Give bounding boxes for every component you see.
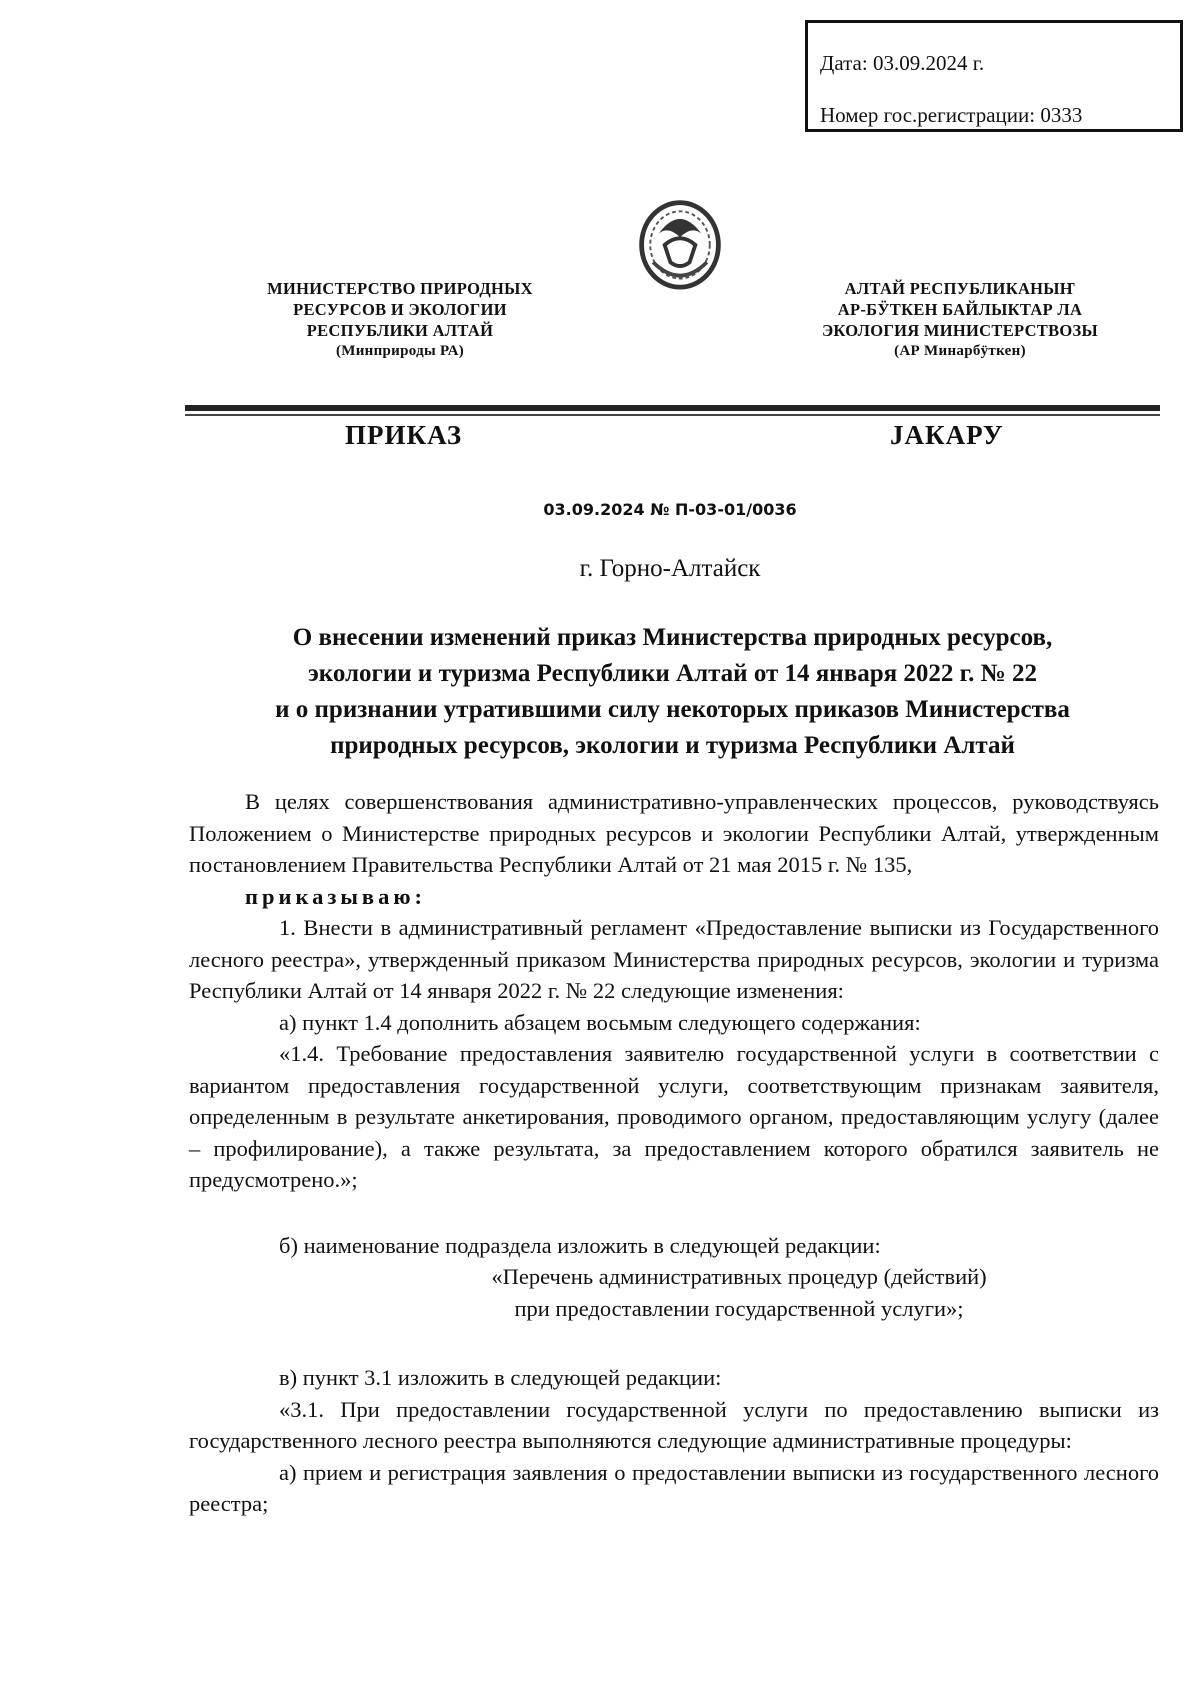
paragraph-b-quote-line1: «Перечень административных процедур (действий)	[491, 1264, 987, 1289]
order-heading-alt: JАКАРУ	[890, 420, 1004, 450]
order-heading-ru: ПРИКАЗ	[345, 420, 463, 450]
header-divider-thin	[185, 414, 1160, 416]
registration-date: Дата: 03.09.2024 г.	[820, 51, 985, 75]
paragraph-v-quote: «3.1. При предоставлении государственной услуги по предоставлению выписки из государственного лесного реестра выполняются следующие административные процедуры:	[189, 1396, 1159, 1453]
paragraph-b: б) наименование подраздела изложить в следующей редакции:	[279, 1232, 881, 1258]
coat-of-arms-emblem-icon	[632, 195, 728, 291]
paragraph-b-quote-line2: при предоставлении государственной услуги»;	[514, 1295, 964, 1321]
registration-number: Номер гос.регистрации: 0333	[820, 103, 1083, 127]
paragraph-v: в) пункт 3.1 изложить в следующей редакции:	[279, 1365, 722, 1390]
document-title: О внесении изменений приказ Министерства природных ресурсов, экологии и туризма Республики Алтай от 14 января 2022 г. № 22 и о признании утратившими силу некоторых приказов Министерства природных ресурсов, экологии и туризма Республики Алтай	[275, 624, 1070, 759]
document-body	[189, 786, 1159, 1520]
order-directive: приказываю:	[245, 883, 427, 909]
paragraph-1: 1. Внести в административный регламент «Предоставление выписки из Государственного лесного реестра», утвержденный приказом Министерства природных ресурсов, экологии и туризма Республики Алтай от 14 января 2022 г. № 22 следующие изменения:	[189, 915, 1159, 1003]
intro-paragraph: В целях совершенствования административно-управленческих процессов, руководствуясь Положением о Министерстве природных ресурсов и экологии Республики Алтай, утвержденным постановлением Правительства Республики Алтай от 21 мая 2015 г. № 135,	[189, 789, 1159, 877]
header-ministry-ru: МИНИСТЕРСТВО ПРИРОДНЫХ РЕСУРСОВ И ЭКОЛОГИИ РЕСПУБЛИКИ АЛТАЙ (Минприроды РА)	[267, 279, 533, 359]
paragraph-a-quote: «1.4. Требование предоставления заявителю государственной услуги в соответствии с вариантом предоставления государственной услуги, соответствующим признакам заявителя, определенным в результате анкетирования, проводимого органом, предоставляющим услугу (далее – профилирование), а также результата, за предоставлением которого обратился заявитель не предусмотрено.»;	[189, 1041, 1159, 1192]
registration-box	[805, 20, 1183, 132]
order-number: 03.09.2024 № П-03-01/0036	[543, 500, 797, 519]
paragraph-v-a: а) прием и регистрация заявления о предоставлении выписки из государственного лесного реестра;	[189, 1459, 1159, 1516]
header-ministry-alt: АЛТАЙ РЕСПУБЛИКАНЫҤ АР-БӰТКЕН БАЙЛЫКТАР ЛА ЭКОЛОГИЯ МИНИСТЕРСТВОЗЫ (АР Минарбӱткен)	[821, 279, 1099, 359]
header-divider-thick	[185, 405, 1160, 411]
city-name: г. Горно-Алтайск	[579, 555, 761, 582]
paragraph-a: а) пункт 1.4 дополнить абзацем восьмым следующего содержания:	[279, 1009, 921, 1035]
